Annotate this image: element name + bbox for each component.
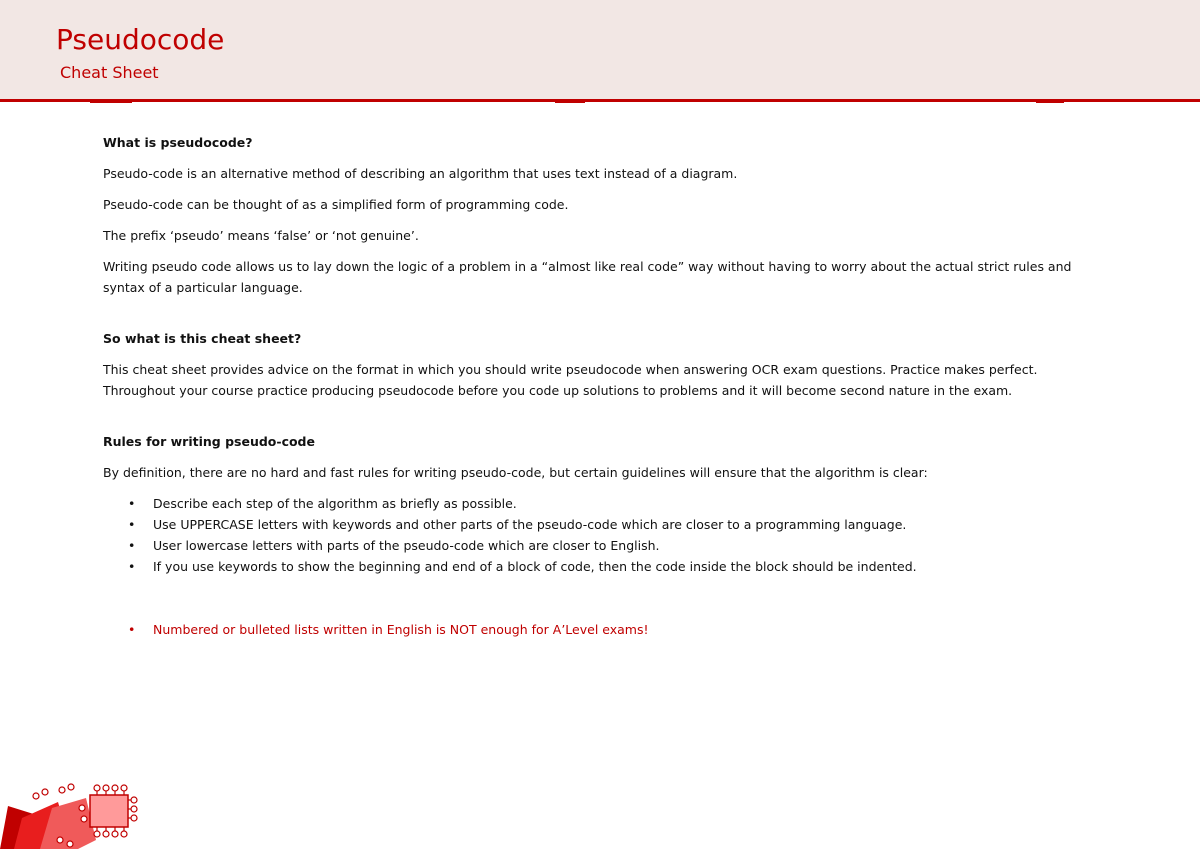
page-subtitle: Cheat Sheet [60, 63, 159, 82]
page-title: Pseudocode [56, 23, 225, 56]
list-item: • Describe each step of the algorithm as briefly as possible. [103, 493, 1093, 514]
paragraph: The prefix ‘pseudo’ means ‘false’ or ‘not genuine’. [103, 228, 419, 243]
header-divider [0, 99, 1200, 102]
list-item: • User lowercase letters with parts of the pseudo-code which are closer to English. [103, 535, 1093, 556]
spacer [103, 308, 1093, 329]
paragraph: Writing pseudo code allows us to lay down the logic of a problem in a “almost like real code” way without having to worry about the actual strict rules and syntax of a particular language. [103, 259, 1072, 295]
spacer [103, 411, 1093, 432]
section-heading-rules: Rules for writing pseudo-code [103, 434, 315, 449]
divider-accent [90, 101, 132, 103]
document-body [103, 133, 1093, 640]
warning-list [103, 619, 1093, 640]
paragraph: Pseudo-code can be thought of as a simplified form of programming code. [103, 197, 569, 212]
page-header [0, 0, 1200, 100]
paragraph: This cheat sheet provides advice on the format in which you should write pseudocode when answering OCR exam questions. Practice makes perfect. Throughout your course practice producing pseudocode before you code up solutions to problems and it will become second nature in the exam. [103, 362, 1038, 398]
paragraph: Pseudo-code is an alternative method of describing an algorithm that uses text instead of a diagram. [103, 166, 738, 181]
list-item: • If you use keywords to show the beginning and end of a block of code, then the code inside the block should be indented. [103, 556, 1093, 577]
chip-logo-icon [0, 778, 145, 849]
rules-list [103, 493, 1093, 577]
warning-item: • Numbered or bulleted lists written in English is NOT enough for A’Level exams! [103, 619, 1093, 640]
divider-accent [555, 101, 585, 103]
section-heading-what: What is pseudocode? [103, 135, 253, 150]
paragraph: By definition, there are no hard and fast rules for writing pseudo-code, but certain guidelines will ensure that the algorithm is clear: [103, 465, 928, 480]
list-item: • Use UPPERCASE letters with keywords and other parts of the pseudo-code which are closer to a programming language. [103, 514, 1093, 535]
section-heading-cheat: So what is this cheat sheet? [103, 331, 302, 346]
divider-accent [1036, 101, 1064, 103]
